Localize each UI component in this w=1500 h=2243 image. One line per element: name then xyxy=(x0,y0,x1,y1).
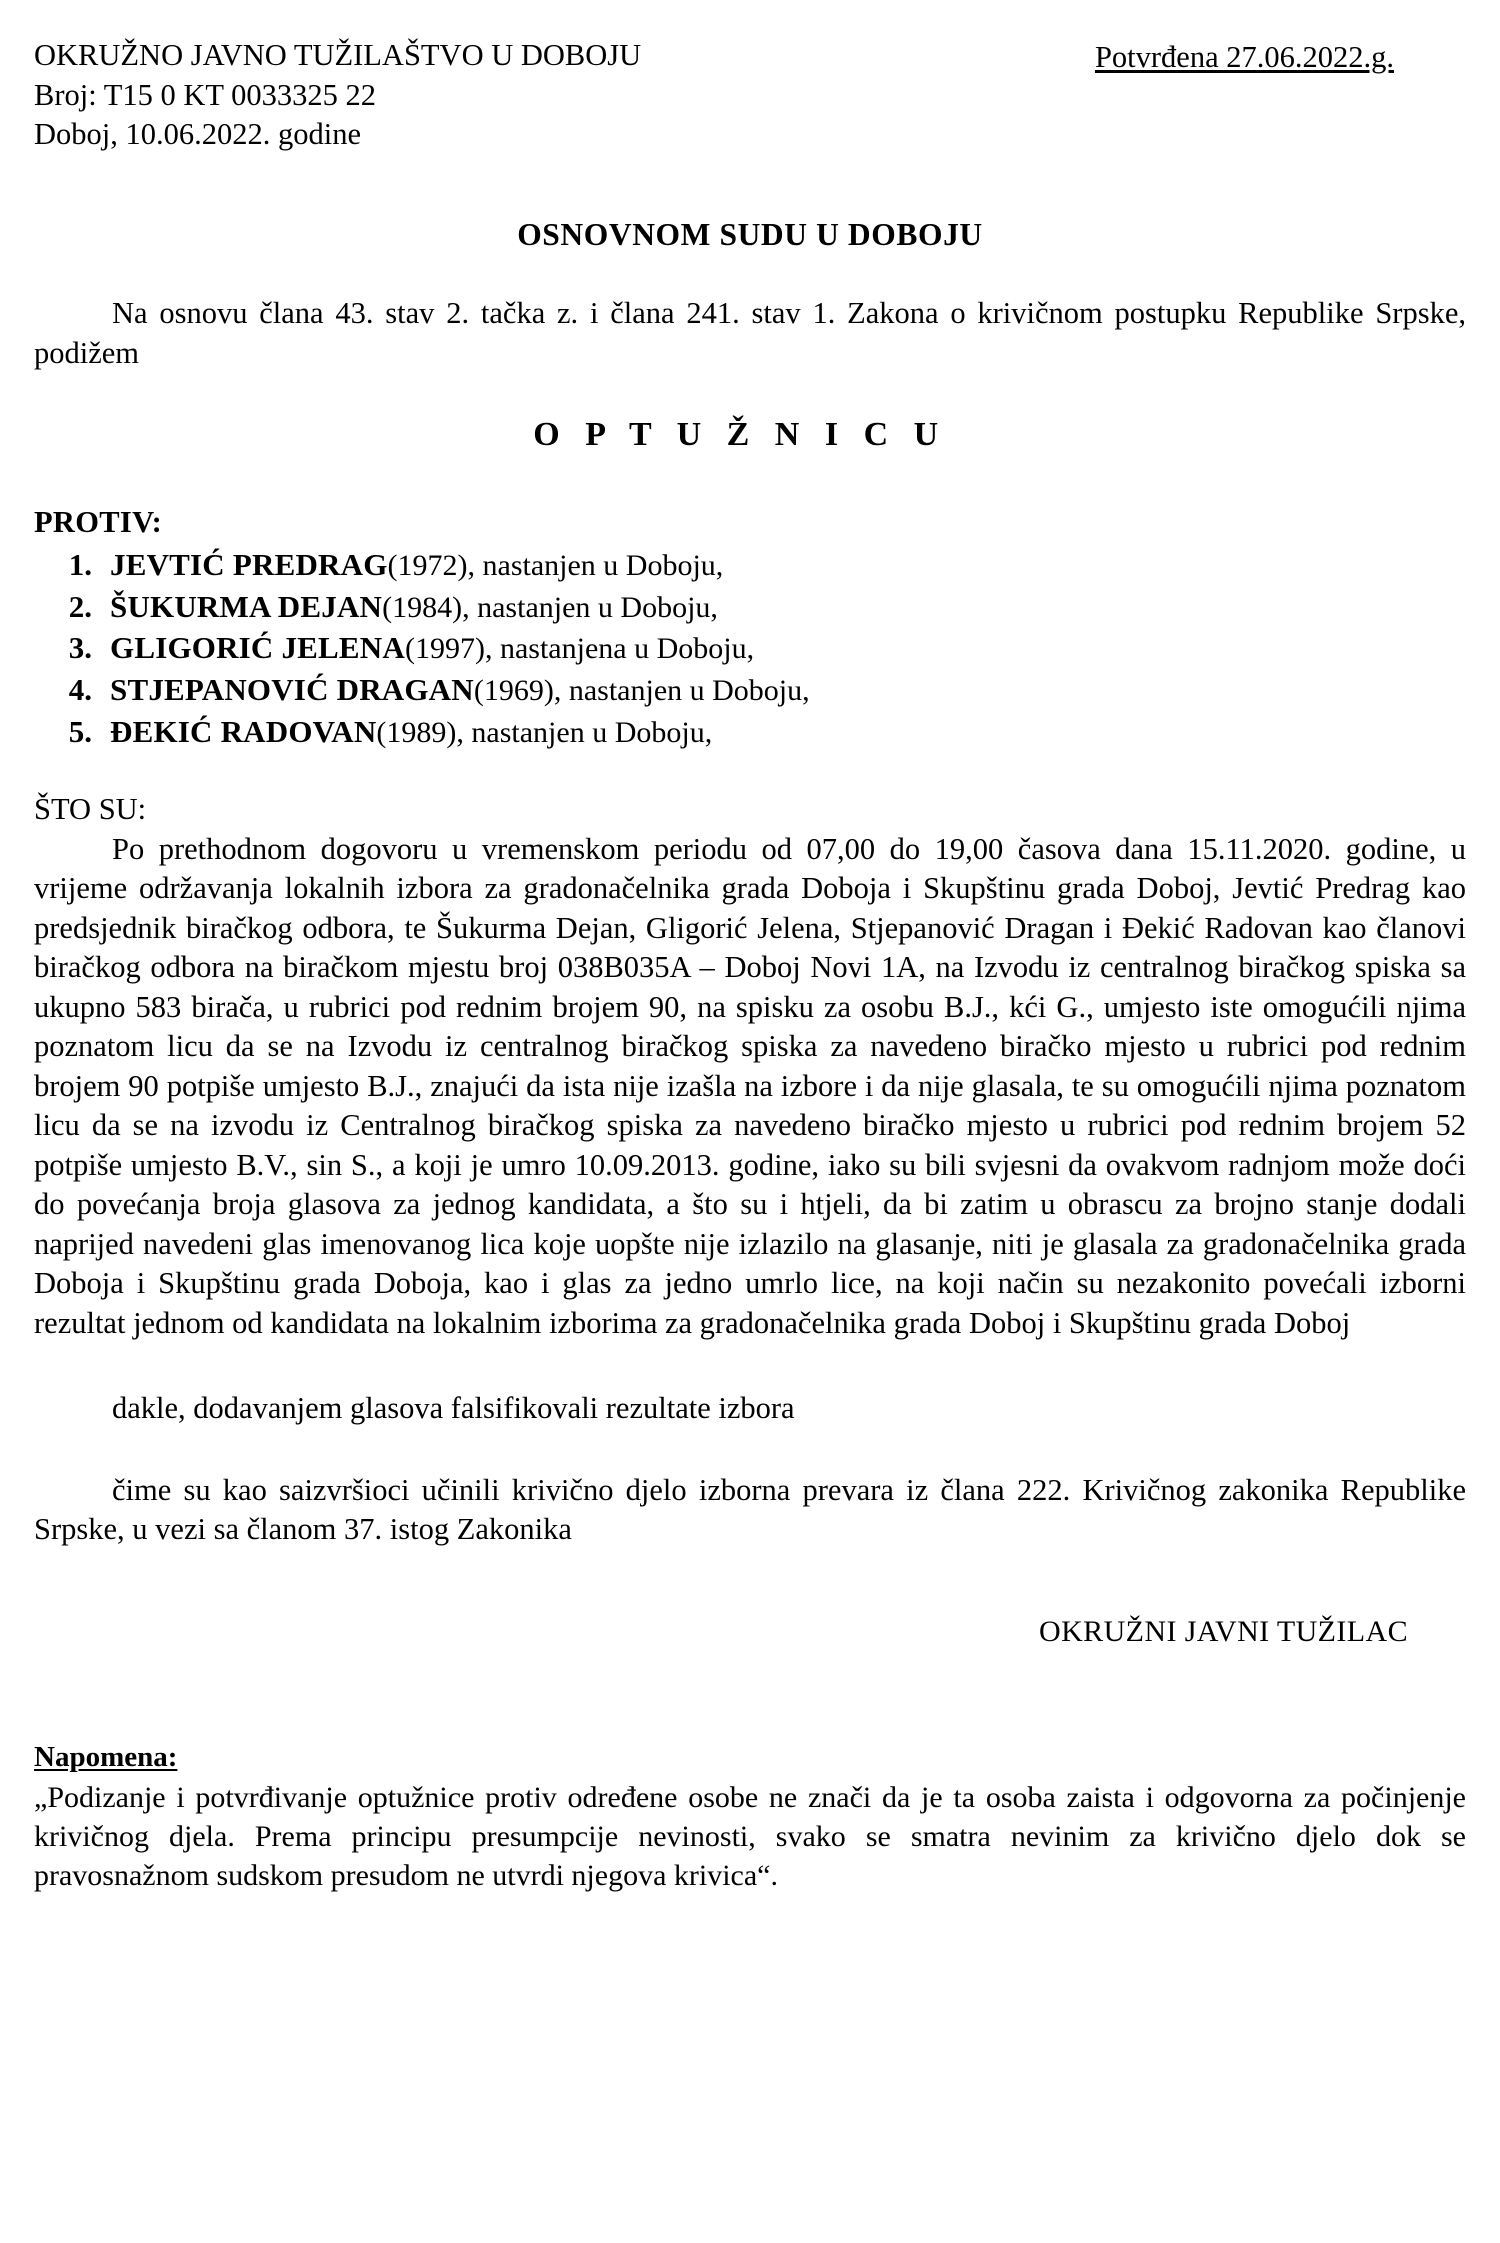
header-left-block xyxy=(34,36,641,155)
legal-basis-paragraph: Na osnovu člana 43. stav 2. tačka z. i člana 241. stav 1. Zakona o krivičnom postupku Republike Srpske, podižem xyxy=(34,295,1466,370)
defendant-details: (1969), nastanjen u Doboju, xyxy=(473,673,810,707)
case-number: Broj: T15 0 KT 0033325 22 xyxy=(34,77,377,112)
confirmation-text: Potvrđena 27.06.2022.g. xyxy=(1094,40,1394,74)
defendant-details: (1972), nastanjen u Doboju, xyxy=(387,548,724,582)
defendant-number: 3. xyxy=(68,630,92,666)
spacer xyxy=(34,1429,1466,1471)
defendant-number: 1. xyxy=(68,546,92,582)
defendant-details: (1989), nastanjen u Doboju, xyxy=(376,715,713,749)
facts-paragraph: Po prethodnom dogovoru u vremenskom periodu od 07,00 do 19,00 časova dana 15.11.2020. godine, u vrijeme održavanja lokalnih izbora za gradonačelnika grada Doboja i Skupštinu grada Doboj, Jevtić Predrag kao predsjednik biračkog odbora, te Šukurma Dejan, Gligorić Jelena, Stjepanović Dragan i Đekić Radovan kao članovi biračkog odbora na biračkom mjestu broj 038B035A – Doboj Novi 1A, na Izvodu iz centralnog biračkog spiska sa ukupno 583 birača, u rubrici pod rednim brojem 90, na spisku za osobu B.J., kći G., umjesto iste omogućili njima poznatom licu da se na Izvodu iz centralnog biračkog spiska za navedeno biračko mjesto u rubrici pod rednim brojem 90 potpiše umjesto B.J., znajući da ista nije izašla na izbore i da nije glasala, te su omogućili njima poznatom licu da se na izvodu iz Centralnog biračkog spiska za navedeno biračko mjesto u rubrici pod rednim brojem 52 potpiše umjesto B.V., sin S., a koji je umro 10.09.2013. godine, iako su bili svjesni da ovakvom radnjom može doći do povećanja broja glasova za jednog kandidata, a što su i htjeli, da bi zatim u obrascu za brojno stanje dodali naprijed navedeni glas imenovanog lica koje uopšte nije izlazilo na glasanje, niti je glasala za gradonačelnika grada Doboja i Skupštinu grada Doboja, kao i glas za jedno umrlo lice, na koji način su nezakonito povećali izborni rezultat jednom od kandidata na lokalnim izborima za gradonačelnika grada Doboj i Skupštinu grada Doboj xyxy=(34,831,1466,1340)
charges-label: ŠTO SU: xyxy=(34,792,147,827)
note-title: Napomena: xyxy=(34,1740,178,1773)
list-item xyxy=(34,587,1466,628)
note-text: „Podizanje i potvrđivanje optužnice protiv određene osobe ne znači da je ta osoba zaista i odgovorna za počinjenje krivičnog djela. Prema principu presumpcije nevinosti, svako se smatra nevinim za krivično djelo dok se pravosnažnom sudskom presudom ne utvrdi njegova krivica“. xyxy=(34,1781,1466,1893)
defendants-list xyxy=(34,545,1466,752)
defendant-name: ĐEKIĆ RADOVAN xyxy=(110,713,377,749)
addressed-court-title: OSNOVNOM SUDU U DOBOJU xyxy=(517,216,983,252)
list-item xyxy=(34,670,1466,711)
document-header xyxy=(34,36,1466,155)
list-item xyxy=(34,712,1466,753)
signature-title: OKRUŽNI JAVNI TUŽILAC xyxy=(1039,1614,1408,1648)
defendant-name: STJEPANOVIĆ DRAGAN xyxy=(110,671,474,707)
against-label: PROTIV: xyxy=(34,505,163,540)
defendant-details: (1984), nastanjen u Doboju, xyxy=(382,590,718,624)
list-item xyxy=(34,628,1466,669)
defendant-name: ŠUKURMA DEJAN xyxy=(110,588,383,624)
defendant-number: 2. xyxy=(68,588,92,624)
spacer xyxy=(34,1343,1466,1389)
defendant-number: 4. xyxy=(68,671,92,707)
list-item xyxy=(34,545,1466,586)
prosecutor-office-name: OKRUŽNO JAVNO TUŽILAŠTVO U DOBOJU xyxy=(34,38,642,72)
dakle-paragraph: dakle, dodavanjem glasova falsifikovali rezultate izbora xyxy=(112,1391,795,1426)
indictment-title: O P T U Ž N I C U xyxy=(533,416,947,454)
defendant-number: 5. xyxy=(68,713,92,749)
defendant-name: GLIGORIĆ JELENA xyxy=(110,630,405,666)
document-body xyxy=(34,36,1466,1895)
place-and-date: Doboj, 10.06.2022. godine xyxy=(34,117,362,152)
defendant-details: (1997), nastanjena u Doboju, xyxy=(404,632,755,666)
confirmation-stamp xyxy=(1095,38,1394,78)
note-block xyxy=(34,1739,1466,1896)
cime-paragraph: čime su kao saizvršioci učinili krivično djelo izborna prevara iz člana 222. Krivičnog zakonika Republike Srpske, u vezi sa članom 37. istog Zakonika xyxy=(34,1472,1466,1547)
defendant-name: JEVTIĆ PREDRAG xyxy=(110,546,388,582)
